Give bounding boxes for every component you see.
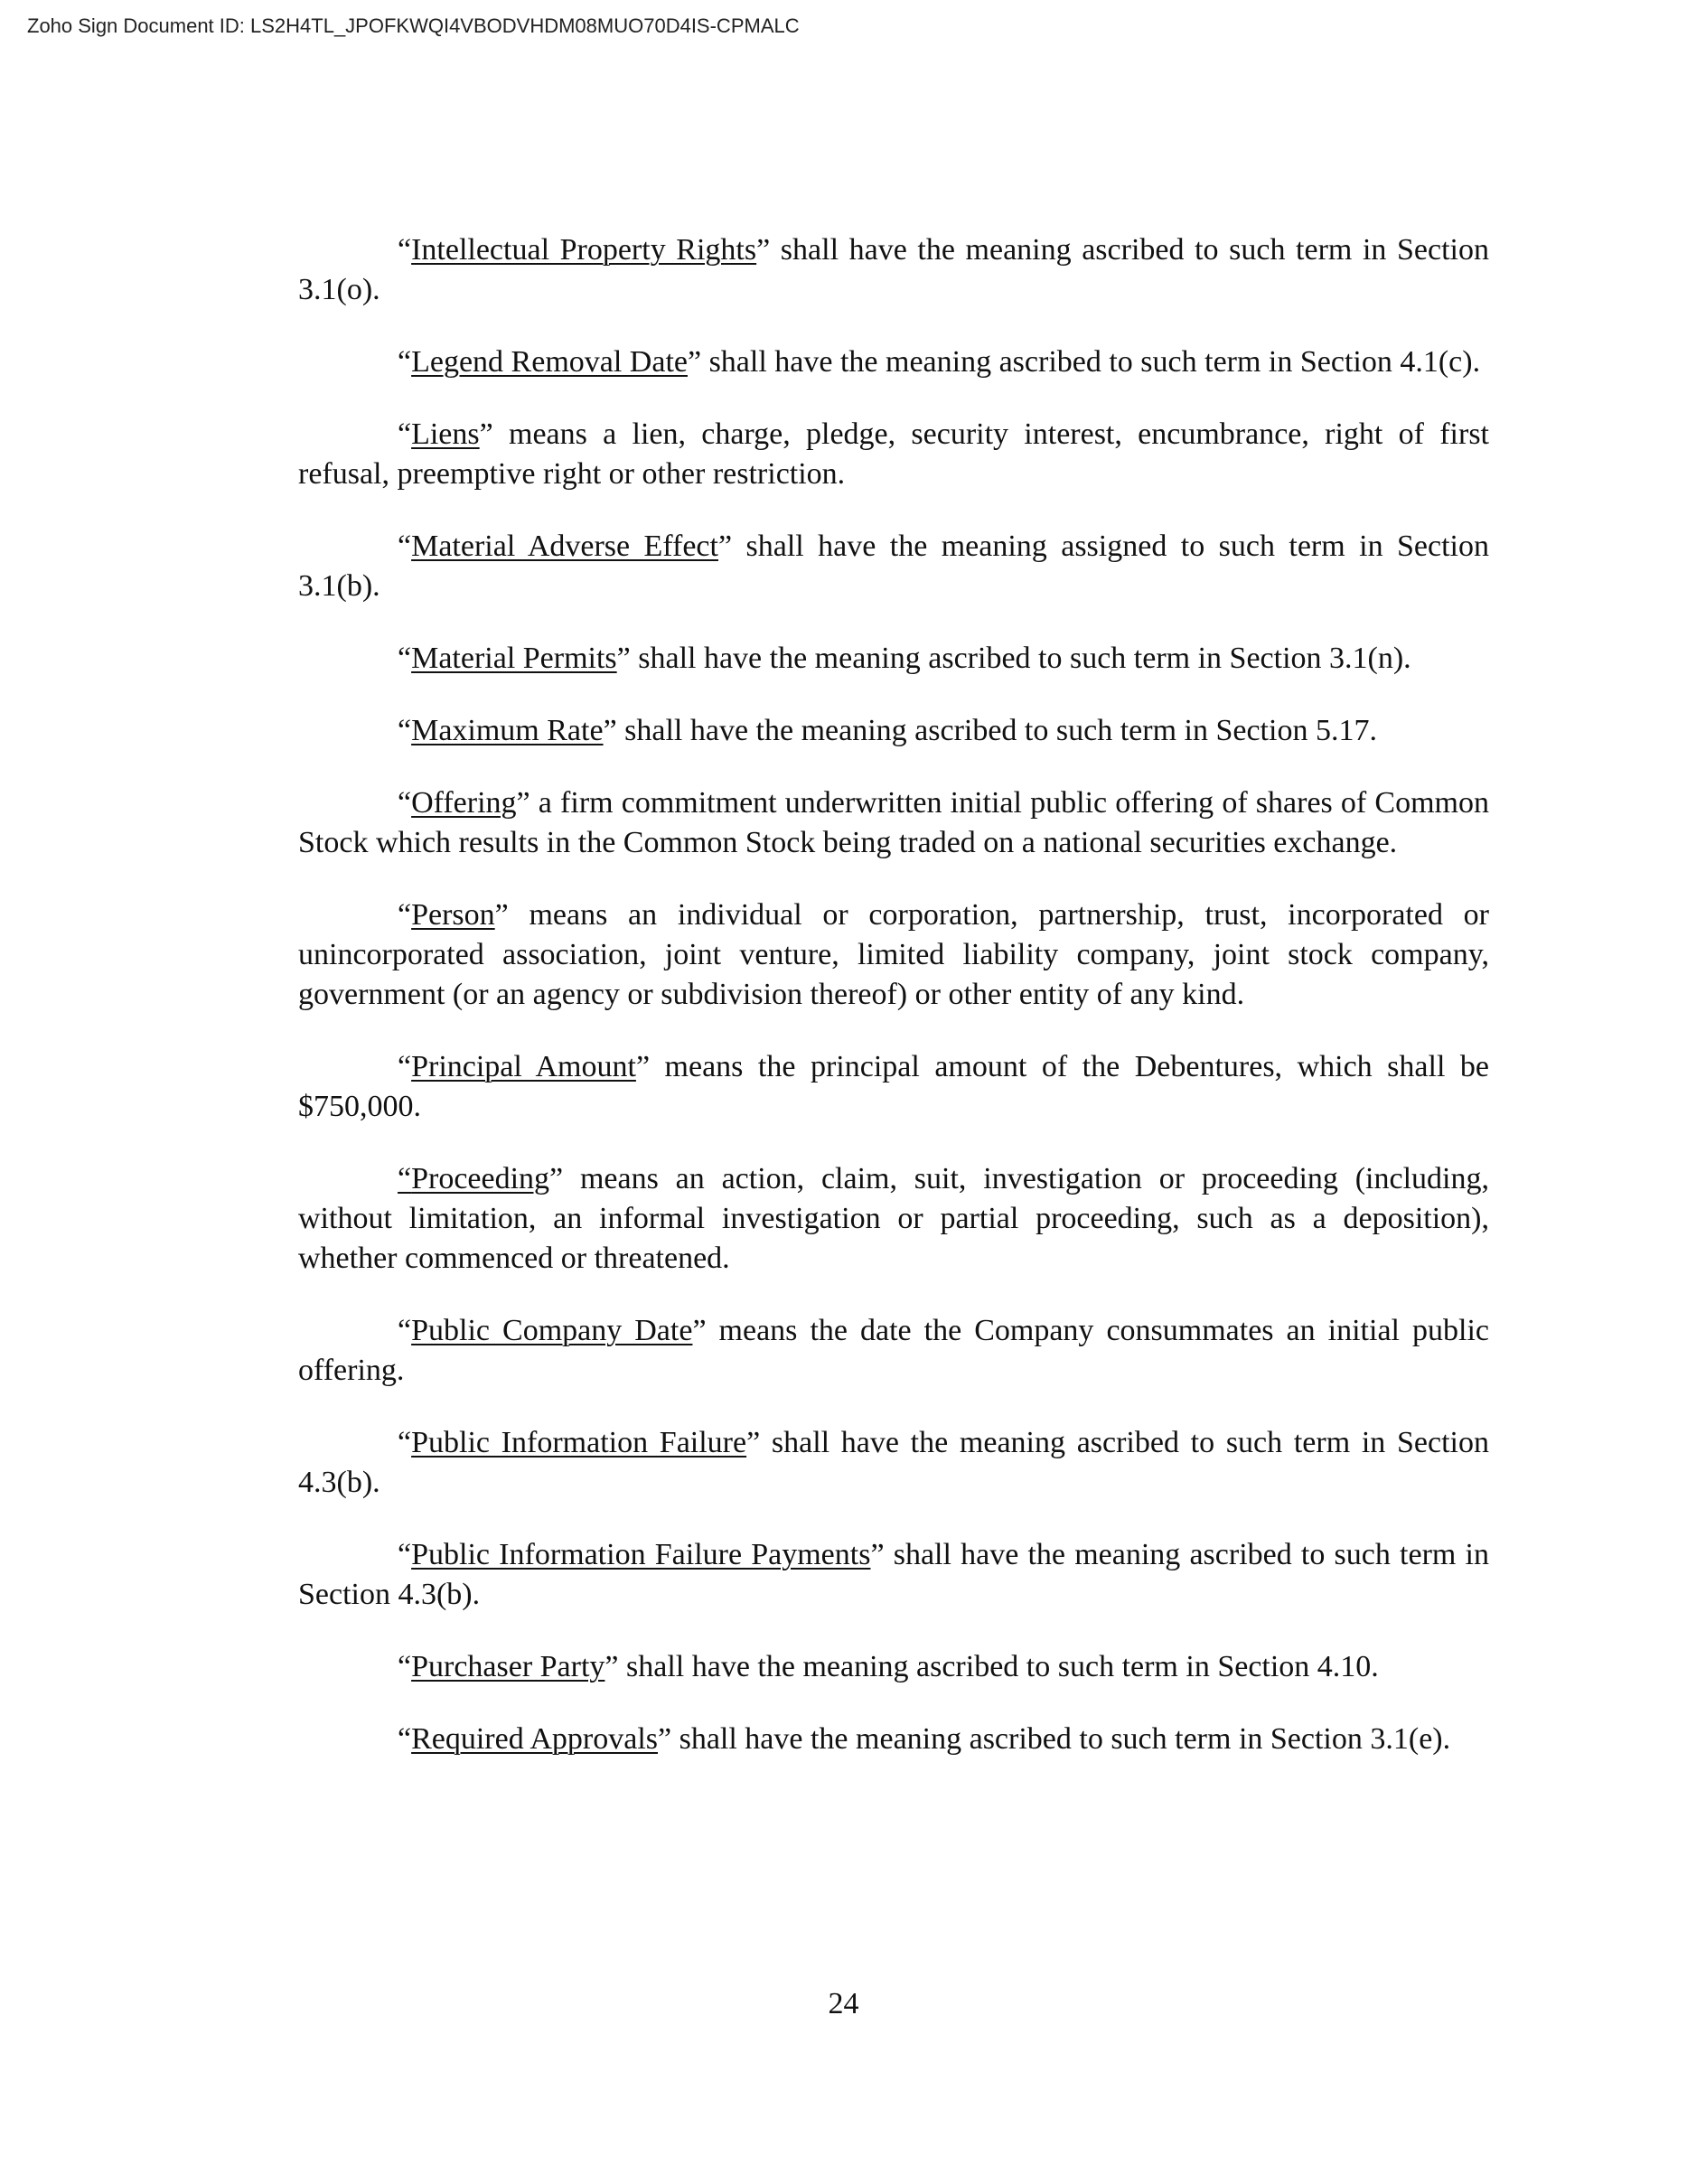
close-quote: ” (549, 1162, 564, 1195)
open-quote: “ (398, 1162, 412, 1195)
definition-text: means a lien, charge, pledge, security interest, encumbrance, right of first refusal, preemptive right or other restriction. (298, 417, 1489, 491)
defined-term: Public Information Failure Payments (411, 1538, 871, 1571)
definition-text: means the date the Company consummates an initial public offering. (298, 1314, 1489, 1387)
definition-paragraph (298, 1159, 1489, 1279)
close-quote: ” (717, 530, 733, 563)
defined-term: Liens (411, 417, 480, 451)
open-quote: “ (398, 530, 412, 563)
defined-term: Principal Amount (411, 1050, 636, 1083)
open-quote: “ (398, 786, 412, 820)
close-quote: ” (605, 1650, 619, 1683)
definition-text: shall have the meaning ascribed to such term in Section 4.3(b). (298, 1426, 1489, 1499)
definition-text: shall have the meaning ascribed to such term in Section 4.10. (618, 1650, 1379, 1683)
definition-paragraph (298, 1647, 1489, 1687)
definition-text: shall have the meaning assigned to such term in Section 3.1(b). (298, 530, 1489, 603)
close-quote: ” (658, 1722, 672, 1756)
definition-text: a firm commitment underwritten initial public offering of shares of Common Stock which results in the Common Stock being traded on a national securities exchange. (298, 786, 1489, 859)
definition-text: shall have the meaning ascribed to such term in Section 3.1(o). (298, 233, 1489, 306)
open-quote: “ (398, 898, 412, 932)
close-quote: ” (616, 642, 631, 675)
open-quote: “ (398, 1050, 412, 1083)
definition-paragraph (298, 711, 1489, 751)
defined-term: Legend Removal Date (411, 345, 688, 379)
close-quote: ” (494, 898, 509, 932)
defined-term-with-quote (398, 1162, 549, 1195)
close-quote: ” (479, 417, 493, 451)
close-quote: ” (635, 1050, 651, 1083)
open-quote: “ (398, 233, 412, 267)
definition-text: shall have the meaning ascribed to such term in Section 5.17. (616, 714, 1377, 747)
defined-term: Intellectual Property Rights (411, 233, 757, 267)
close-quote: ” (870, 1538, 885, 1571)
definition-paragraph (298, 1535, 1489, 1615)
defined-term: Public Information Failure (411, 1426, 747, 1459)
defined-term: Proceeding (411, 1162, 550, 1195)
definition-paragraph (298, 1311, 1489, 1391)
defined-term: Material Permits (411, 642, 617, 675)
definition-paragraph (298, 230, 1489, 310)
close-quote: ” (756, 233, 771, 267)
open-quote: “ (398, 345, 412, 379)
defined-term: Public Company Date (411, 1314, 693, 1347)
defined-term: Maximum Rate (411, 714, 604, 747)
open-quote: “ (398, 1650, 412, 1683)
open-quote: “ (398, 1722, 412, 1756)
definition-text: means an individual or corporation, partnership, trust, incorporated or unincorporated association, joint venture, limited liability company, joint stock company, government (or an agency or subdivision thereof) or other entity of any kind. (298, 898, 1489, 1011)
definition-paragraph (298, 1423, 1489, 1503)
definition-paragraph (298, 1720, 1489, 1759)
close-quote: ” (746, 1426, 761, 1459)
defined-term: Person (411, 898, 495, 932)
definition-paragraph (298, 1047, 1489, 1127)
definition-paragraph (298, 342, 1489, 382)
open-quote: “ (398, 417, 412, 451)
open-quote: “ (398, 714, 412, 747)
close-quote: ” (603, 714, 617, 747)
definition-text: shall have the meaning ascribed to such term in Section 3.1(n). (630, 642, 1411, 675)
definition-paragraph (298, 415, 1489, 494)
open-quote: “ (398, 1538, 412, 1571)
close-quote: ” (516, 786, 530, 820)
open-quote: “ (398, 1314, 412, 1347)
definition-paragraph (298, 527, 1489, 606)
page-number: 24 (828, 1987, 859, 2020)
definition-text: shall have the meaning ascribed to such term in Section 4.1(c). (701, 345, 1481, 379)
document-id-header: Zoho Sign Document ID: LS2H4TL_JPOFKWQI4VBODVHDM08MUO70D4IS-CPMALC (27, 14, 800, 37)
open-quote: “ (398, 642, 412, 675)
defined-term: Required Approvals (411, 1722, 658, 1756)
defined-term: Purchaser Party (411, 1650, 605, 1683)
definition-paragraph (298, 895, 1489, 1015)
defined-term: Offering (411, 786, 517, 820)
definition-paragraph (298, 639, 1489, 679)
definition-text: means the principal amount of the Debentures, which shall be $750,000. (298, 1050, 1489, 1123)
defined-term: Material Adverse Effect (411, 530, 718, 563)
definition-paragraph (298, 783, 1489, 863)
definition-text: means an action, claim, suit, investigation or proceeding (including, without limitation, an informal investigation or partial proceeding, such as a deposition), whether commenced or threatened. (298, 1162, 1489, 1275)
close-quote: ” (687, 345, 702, 379)
definition-text: shall have the meaning ascribed to such term in Section 4.3(b). (298, 1538, 1489, 1611)
definitions-section (298, 230, 1489, 1792)
close-quote: ” (692, 1314, 707, 1347)
definition-text: shall have the meaning ascribed to such term in Section 3.1(e). (671, 1722, 1451, 1756)
open-quote: “ (398, 1426, 412, 1459)
